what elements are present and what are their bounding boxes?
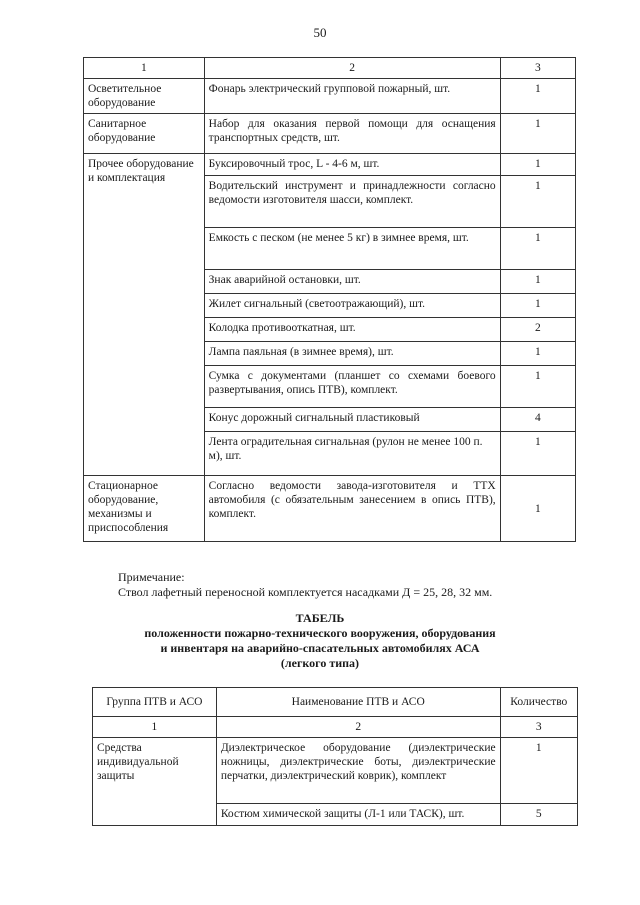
name-cell: Сумка с документами (планшет со схемами боевого развертывания, опись ПТВ), комплект.	[204, 366, 500, 408]
qty-cell: 1	[500, 228, 575, 270]
name-cell: Набор для оказания первой помощи для оснащения транспортных средств, шт.	[204, 114, 500, 154]
group-cell: Средства индивидуальной защиты	[93, 738, 217, 826]
qty-cell: 1	[500, 154, 575, 176]
name-cell: Буксировочный трос, L - 4-6 м, шт.	[204, 154, 500, 176]
number-cell: 2	[216, 717, 500, 738]
qty-cell: 1	[500, 270, 575, 294]
name-cell: Диэлектрическое оборудование (диэлектрические ножницы, диэлектрические боты, диэлектрические перчатки, диэлектрический коврик), комплект	[216, 738, 500, 804]
qty-cell: 1	[500, 114, 575, 154]
name-cell: Колодка противооткатная, шт.	[204, 318, 500, 342]
group-cell: Санитарное оборудование	[84, 114, 205, 154]
table-row	[84, 79, 576, 114]
table-number-row	[93, 717, 578, 738]
title-line: ТАБЕЛЬ	[295, 611, 345, 625]
name-cell: Лампа паяльная (в зимнее время), шт.	[204, 342, 500, 366]
name-cell: Жилет сигнальный (светоотражающий), шт.	[204, 294, 500, 318]
qty-cell: 1	[500, 176, 575, 228]
note-block	[118, 570, 492, 600]
name-cell: Фонарь электрический групповой пожарный, шт.	[204, 79, 500, 114]
table-row	[84, 114, 576, 154]
section-title	[0, 611, 640, 671]
qty-cell: 1	[500, 294, 575, 318]
qty-cell: 1	[500, 432, 575, 476]
qty-cell: 5	[500, 804, 577, 826]
page-number: 50	[313, 25, 327, 40]
qty-cell: 1	[500, 342, 575, 366]
name-cell: Лента оградительная сигнальная (рулон не менее 100 п. м), шт.	[204, 432, 500, 476]
header-cell: 3	[500, 58, 575, 79]
table-row	[84, 476, 576, 542]
table-row	[84, 154, 576, 176]
table-header-row	[93, 688, 578, 717]
name-cell: Знак аварийной остановки, шт.	[204, 270, 500, 294]
name-cell: Костюм химической защиты (Л-1 или ТАСК), шт.	[216, 804, 500, 826]
name-cell: Емкость с песком (не менее 5 кг) в зимнее время, шт.	[204, 228, 500, 270]
note-text: Ствол лафетный переносной комплектуется насадками Д = 25, 28, 32 мм.	[118, 585, 493, 599]
qty-cell: 1	[500, 366, 575, 408]
header-cell: 2	[204, 58, 500, 79]
group-cell: Стационарное оборудование, механизмы и приспособления	[84, 476, 205, 542]
asa-equipment-table	[92, 687, 578, 826]
qty-cell: 1	[500, 79, 575, 114]
group-cell: Осветительное оборудование	[84, 79, 205, 114]
header-cell: Количество	[500, 688, 577, 717]
note-label: Примечание:	[118, 570, 185, 584]
number-cell: 1	[93, 717, 217, 738]
header-cell: Группа ПТВ и АСО	[93, 688, 217, 717]
name-cell: Согласно ведомости завода-изготовителя и ТТХ автомобиля (с обязательным занесением в опись ПТВ), комплект.	[204, 476, 500, 542]
name-cell: Конус дорожный сигнальный пластиковый	[204, 408, 500, 432]
table-row	[93, 738, 578, 804]
header-cell: 1	[84, 58, 205, 79]
header-cell: Наименование ПТВ и АСО	[216, 688, 500, 717]
qty-cell: 1	[500, 476, 575, 542]
title-line: положенности пожарно-технического вооружения, оборудования	[144, 626, 496, 640]
qty-cell: 2	[500, 318, 575, 342]
table-header-row	[84, 58, 576, 79]
title-line: и инвентаря на аварийно-спасательных автомобилях АСА	[160, 641, 480, 655]
title-line: (легкого типа)	[280, 656, 360, 670]
group-cell: Прочее оборудование и комплектация	[84, 154, 205, 476]
name-cell: Водительский инструмент и принадлежности согласно ведомости изготовителя шасси, комплект.	[204, 176, 500, 228]
number-cell: 3	[500, 717, 577, 738]
qty-cell: 4	[500, 408, 575, 432]
equipment-table	[83, 57, 576, 542]
qty-cell: 1	[500, 738, 577, 804]
